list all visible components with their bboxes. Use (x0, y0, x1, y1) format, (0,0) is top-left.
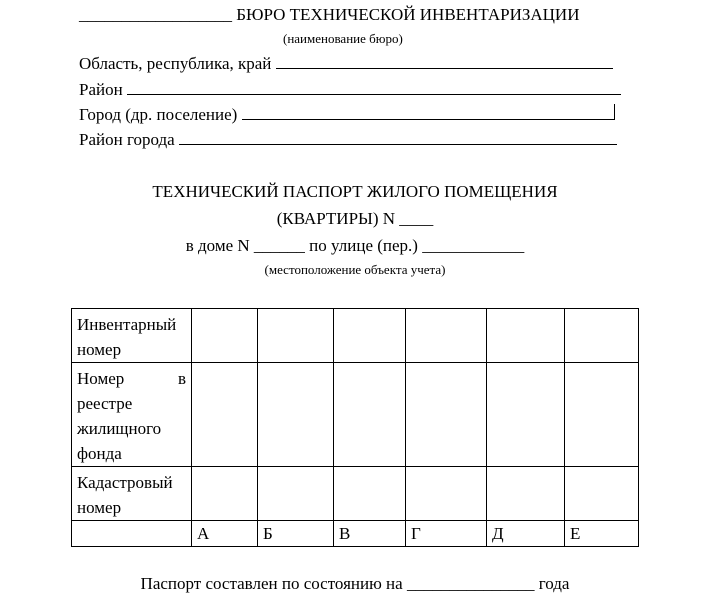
location-caption: (местоположение объекта учета) (264, 262, 446, 277)
table-cell (192, 309, 258, 363)
table-cell (487, 467, 565, 521)
region-label: Область, республика, край (79, 54, 272, 73)
table-row (72, 309, 639, 363)
bureau-title: БЮРО ТЕХНИЧЕСКОЙ ИНВЕНТАРИЗАЦИИ (236, 5, 580, 24)
passport-status-line: Паспорт составлен по состоянию на _______________ года (140, 574, 570, 593)
table-row (72, 467, 639, 521)
table-cell (565, 467, 639, 521)
table-cell (192, 467, 258, 521)
row-label-inventory-number: Инвентарный номер (72, 309, 192, 363)
table-cell (565, 309, 639, 363)
column-letter: А (192, 521, 258, 547)
city-district-label: Район города (79, 130, 175, 149)
table-cell (334, 467, 406, 521)
column-letter: Б (258, 521, 334, 547)
city-blank (242, 104, 615, 120)
table-cell (487, 363, 565, 467)
passport-title-line2: (КВАРТИРЫ) N ____ (276, 209, 434, 228)
city-district-blank (179, 129, 617, 145)
registration-table (71, 308, 639, 547)
city-field (79, 104, 615, 125)
table-cell (258, 363, 334, 467)
table-cell (406, 467, 487, 521)
district-field (79, 79, 621, 100)
table-cell (258, 309, 334, 363)
bureau-caption: (наименование бюро) (283, 31, 403, 46)
table-cell (487, 309, 565, 363)
district-label: Район (79, 80, 123, 99)
column-letter: Е (565, 521, 639, 547)
table-cell (334, 309, 406, 363)
district-blank (127, 79, 621, 95)
region-field (79, 53, 613, 74)
table-cell (258, 467, 334, 521)
row-label-registry-number: Номер в реестре жилищного фонда (72, 363, 192, 467)
table-column-letters-row (72, 521, 639, 547)
bureau-header (79, 5, 580, 25)
passport-title-line1: ТЕХНИЧЕСКИЙ ПАСПОРТ ЖИЛОГО ПОМЕЩЕНИЯ (152, 182, 558, 201)
table-cell (192, 363, 258, 467)
table-cell (72, 521, 192, 547)
table-row (72, 363, 639, 467)
column-letter: В (334, 521, 406, 547)
city-label: Город (др. поселение) (79, 105, 238, 124)
table-cell (334, 363, 406, 467)
bureau-blank: __________________ (79, 5, 232, 24)
row-label-cadastral-number: Кадастровый номер (72, 467, 192, 521)
house-street-line: в доме N ______ по улице (пер.) ____________ (185, 236, 525, 255)
table-cell (406, 309, 487, 363)
column-letter: Г (406, 521, 487, 547)
city-district-field (79, 129, 617, 150)
region-blank (276, 53, 613, 69)
column-letter: Д (487, 521, 565, 547)
table-cell (565, 363, 639, 467)
table-cell (406, 363, 487, 467)
